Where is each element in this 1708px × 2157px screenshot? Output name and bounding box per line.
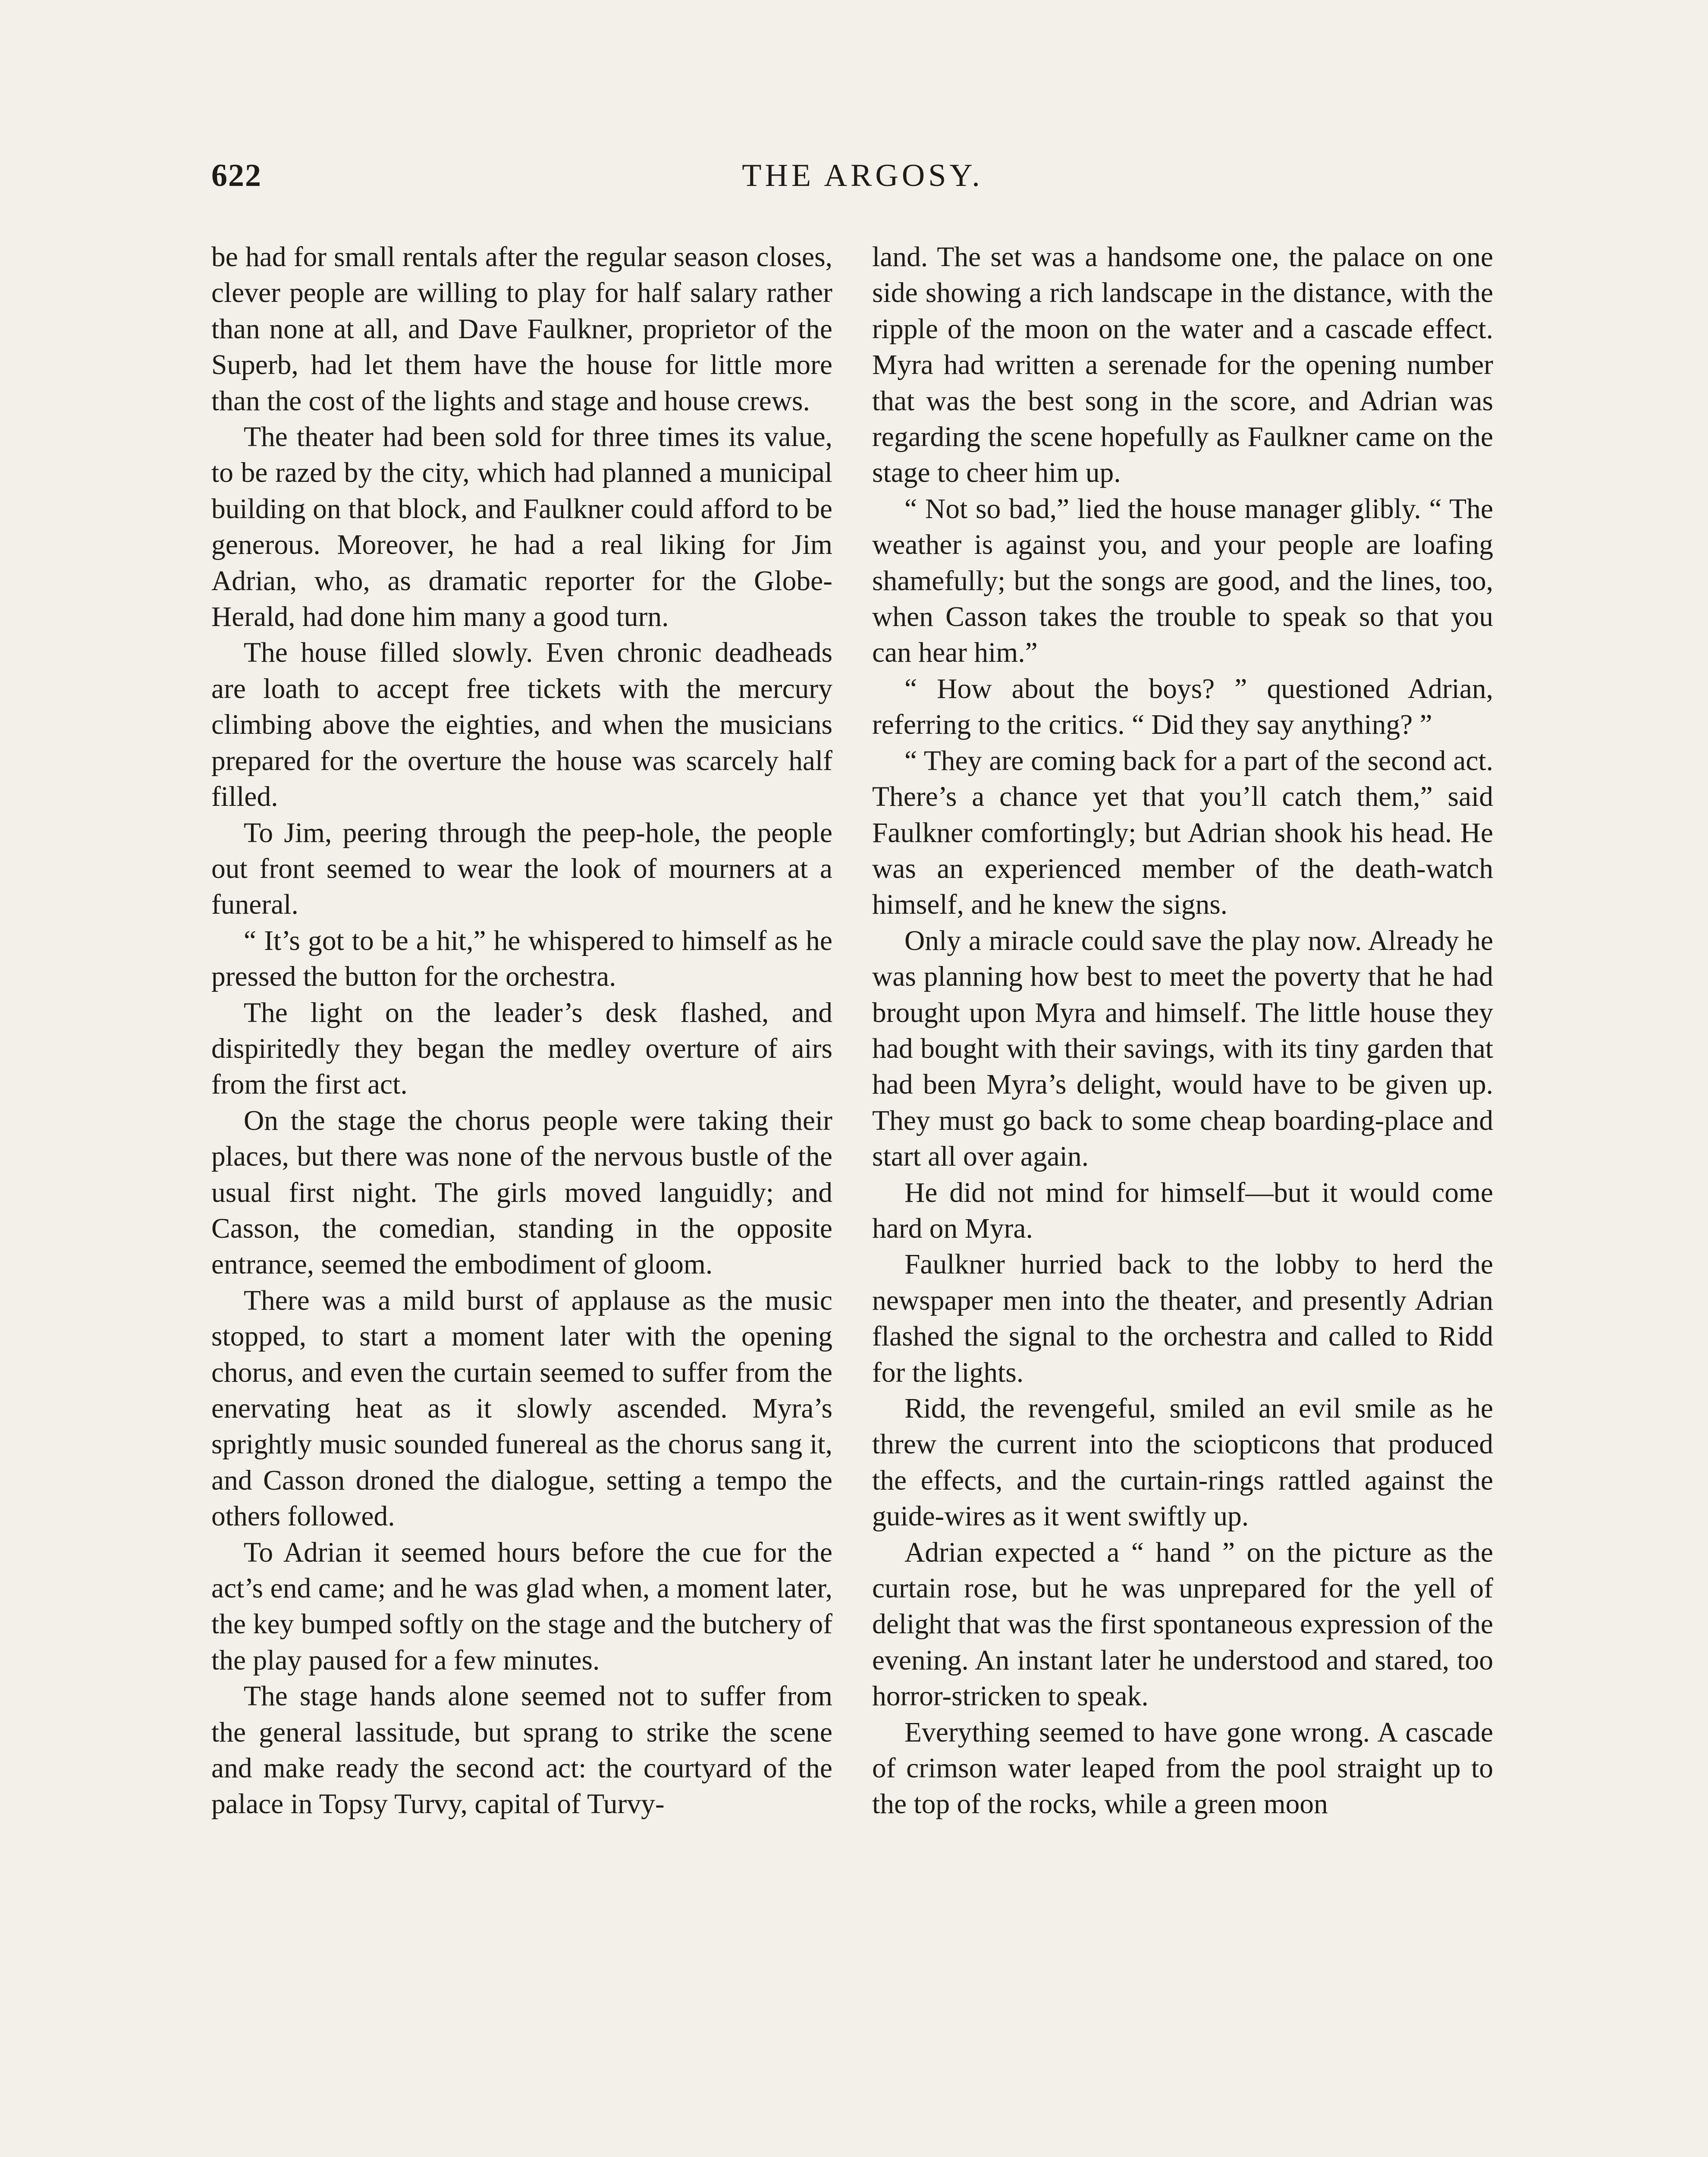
paragraph: Adrian expected a “ hand ” on the picture as the curtain rose, but he was unprepared for the yell of delight that was the first spontaneous expression of the evening. An instant later he understood and stared, too horror-stricken to speak.	[872, 1537, 1493, 1712]
paragraph: “ How about the boys? ” questioned Adrian, referring to the critics. “ Did they say anything? ”	[872, 673, 1493, 741]
paragraph: Ridd, the revengeful, smiled an evil smile as he threw the current into the sciopticons that produced the effects, and the curtain-rings rattled against the guide-wires as it went swiftly up.	[872, 1393, 1493, 1532]
running-title: THE ARGOSY.	[742, 158, 983, 193]
paragraph: He did not mind for himself—but it would come hard on Myra.	[872, 1177, 1493, 1244]
page-header	[211, 157, 1514, 205]
paragraph: land. The set was a handsome one, the palace on one side showing a rich landscape in the distance, with the ripple of the moon on the water and a cascade effect. Myra had written a serenade for the opening number that was the best song in the score, and Adrian was regarding the scene hopefully as Faulkner came on the stage to cheer him up.	[872, 242, 1493, 489]
paragraph: “ They are coming back for a part of the second act. There’s a chance yet that you’ll catch them,” said Faulkner comfortingly; but Adrian shook his head. He was an experienced member of the death-watch himself, and he knew the signs.	[872, 745, 1493, 921]
paragraph: The theater had been sold for three times its value, to be razed by the city, which had planned a municipal building on that block, and Faulkner could afford to be generous. Moreover, he had a real liking for Jim Adrian, who, as dramatic reporter for the Globe-Herald, had done him many a good turn.	[211, 421, 832, 633]
paragraph: The light on the leader’s desk flashed, and dispiritedly they began the medley overture of airs from the first act.	[211, 997, 832, 1101]
paragraph: On the stage the chorus people were taking their places, but there was none of the nervous bustle of the usual first night. The girls moved languidly; and Casson, the comedian, standing in the opposite entrance, seemed the embodiment of gloom.	[211, 1105, 832, 1280]
paragraph: be had for small rentals after the regular season closes, clever people are willing to play for half salary rather than none at all, and Dave Faulkner, proprietor of the Superb, had let them have the house for little more than the cost of the lights and stage and house crews.	[211, 242, 832, 417]
paragraph: “ Not so bad,” lied the house manager glibly. “ The weather is against you, and your people are loafing shamefully; but the songs are good, and the lines, too, when Casson takes the trouble to speak so that you can hear him.”	[872, 493, 1493, 669]
paragraph: “ It’s got to be a hit,” he whispered to himself as he pressed the button for the orchestra.	[211, 925, 832, 993]
page-number: 622	[211, 158, 262, 193]
paragraph: To Adrian it seemed hours before the cue for the act’s end came; and he was glad when, a moment later, the key bumped softly on the stage and the butchery of the play paused for a few minutes.	[211, 1537, 832, 1676]
left-column	[211, 239, 832, 1823]
paragraph: Everything seemed to have gone wrong. A cascade of crimson water leaped from the pool straight up to the top of the rocks, while a green moon	[872, 1717, 1493, 1820]
paragraph: To Jim, peering through the peep-hole, the people out front seemed to wear the look of mourners at a funeral.	[211, 817, 832, 921]
paragraph: There was a mild burst of applause as the music stopped, to start a moment later with the opening chorus, and even the curtain seemed to suffer from the enervating heat as it slowly ascended. Myra’s sprightly music sounded funereal as the chorus sang it, and Casson droned the dialogue, setting a tempo the others followed.	[211, 1285, 832, 1532]
paragraph: The house filled slowly. Even chronic deadheads are loath to accept free tickets with the mercury climbing above the eighties, and when the musicians prepared for the overture the house was scarcely half filled.	[211, 637, 832, 813]
paragraph: Only a miracle could save the play now. Already he was planning how best to meet the poverty that he had brought upon Myra and himself. The little house they had bought with their savings, with its tiny garden that had been Myra’s delight, would have to be given up. They must go back to some cheap boarding-place and start all over again.	[872, 925, 1493, 1173]
paragraph: The stage hands alone seemed not to suffer from the general lassitude, but sprang to strike the scene and make ready the second act: the courtyard of the palace in Topsy Turvy, capital of Turvy-	[211, 1681, 832, 1820]
paragraph: Faulkner hurried back to the lobby to herd the newspaper men into the theater, and presently Adrian flashed the signal to the orchestra and called to Ridd for the lights.	[872, 1249, 1493, 1388]
right-column	[872, 239, 1493, 1823]
